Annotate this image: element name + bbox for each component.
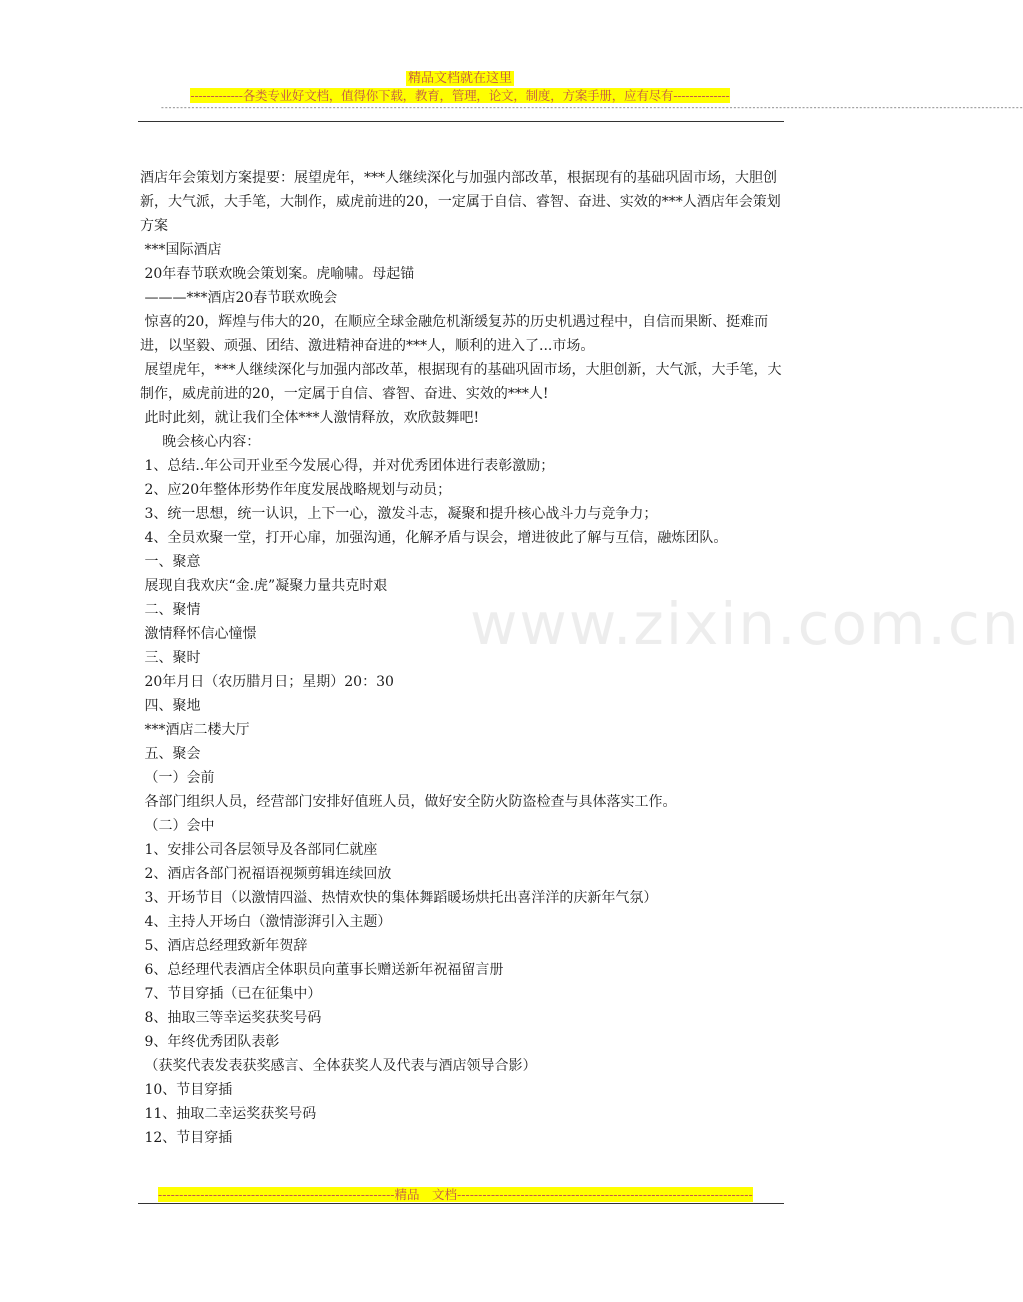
document-line: 晚会核心内容： (140, 434, 261, 450)
document-line: 4、全员欢聚一堂，打开心扉，加强沟通，化解矛盾与误会，增进彼此了解与互信，融炼团队。 (140, 530, 728, 546)
document-line: 6、总经理代表酒店全体职员向董事长赠送新年祝福留言册 (140, 962, 504, 978)
document-line: 12、节目穿插 (140, 1130, 233, 1146)
footer-text: --------------------------------------------------------精品 文档---------------------------------------------------------------------- (158, 1187, 753, 1202)
document-body (140, 166, 788, 1150)
footer-rule (138, 1203, 784, 1204)
header-banner-text: -------------各类专业好文档，值得你下载，教育，管理，论文，制度，方案手册，应有尽有-------------- (190, 88, 730, 103)
document-line: 20年月日（农历腊月日；星期）20：30 (140, 674, 394, 690)
document-line: 此时此刻，就让我们全体***人激情释放，欢欣鼓舞吧! (140, 410, 480, 426)
document-line: ***酒店二楼大厅 (140, 722, 250, 738)
document-line: （获奖代表发表获奖感言、全体获奖人及代表与酒店领导合影） (140, 1058, 537, 1074)
document-line: 1、总结..年公司开业至今发展心得，并对优秀团体进行表彰激励； (140, 458, 555, 474)
document-line: 各部门组织人员，经营部门安排好值班人员，做好安全防火防盗检查与具体落实工作。 (140, 794, 677, 810)
document-line: 9、年终优秀团队表彰 (140, 1034, 280, 1050)
document-line: 四、聚地 (140, 698, 201, 714)
document-line: （二）会中 (140, 818, 215, 834)
header-title-text: 精品文档就在这里 (407, 71, 512, 86)
document-line: 三、聚时 (140, 650, 201, 666)
document-line: 2、酒店各部门祝福语视频剪辑连续回放 (140, 866, 392, 882)
document-line: 3、统一思想，统一认识，上下一心，激发斗志，凝聚和提升核心战斗力与竞争力； (140, 506, 658, 522)
document-line: 7、节目穿插（已在征集中） (140, 986, 322, 1002)
document-line: 二、聚情 (140, 602, 201, 618)
document-line: 激情释怀信心憧憬 (140, 626, 257, 642)
document-line: 20年春节联欢晚会策划案。虎喻啸。母起锚 (140, 266, 415, 282)
header-title (0, 67, 920, 86)
document-line: ***国际酒店 (140, 242, 222, 258)
document-line: 1、安排公司各层领导及各部同仁就座 (140, 842, 378, 858)
document-line: ———***酒店20春节联欢晚会 (140, 290, 338, 306)
document-line: 2、应20年整体形势作年度发展战略规划与动员； (140, 482, 452, 498)
header-rule (138, 121, 784, 122)
document-line: 11、抽取二幸运奖获奖号码 (140, 1106, 317, 1122)
document-line: 3、开场节目（以激情四溢、热情欢快的集体舞蹈暖场烘托出喜洋洋的庆新年气氛） (140, 890, 658, 906)
document-line: 展现自我欢庆“金.虎”凝聚力量共克时艰 (140, 578, 388, 594)
document-line: 展望虎年，***人继续深化与加强内部改革，根据现有的基础巩固市场，大胆创新，大气派，大手笔，大制作，威虎前进的20，一定属于自信、睿智、奋进、实效的***人! (140, 362, 782, 402)
document-line: 五、聚会 (140, 746, 201, 762)
document-line: 10、节目穿插 (140, 1082, 233, 1098)
document-line: 4、主持人开场白（激情澎湃引入主题） (140, 914, 392, 930)
document-line: 8、抽取三等幸运奖获奖号码 (140, 1010, 322, 1026)
footer-banner (158, 1184, 764, 1203)
document-line: （一）会前 (140, 770, 215, 786)
header-dash-line: ---------------------------------------------------------------------------------------------------------------------------------------------------------------------------------------------------------------------------------- (160, 103, 1023, 112)
document-line: 5、酒店总经理致新年贺辞 (140, 938, 308, 954)
watermark: www.zixin.com.cn (470, 590, 1021, 658)
document-line: 酒店年会策划方案提要：展望虎年，***人继续深化与加强内部改革，根据现有的基础巩固市场，大胆创新，大气派，大手笔，大制作，威虎前进的20，一定属于自信、睿智、奋进、实效的***人酒店年会策划方案 (140, 170, 781, 234)
header-banner (0, 85, 920, 104)
document-line: 一、聚意 (140, 554, 201, 570)
document-line: 惊喜的20，辉煌与伟大的20，在顺应全球金融危机渐缓复苏的历史机遇过程中，自信而果断、挺难而进，以坚毅、顽强、团结、激进精神奋进的***人，顺利的进入了...市场。 (140, 314, 769, 354)
